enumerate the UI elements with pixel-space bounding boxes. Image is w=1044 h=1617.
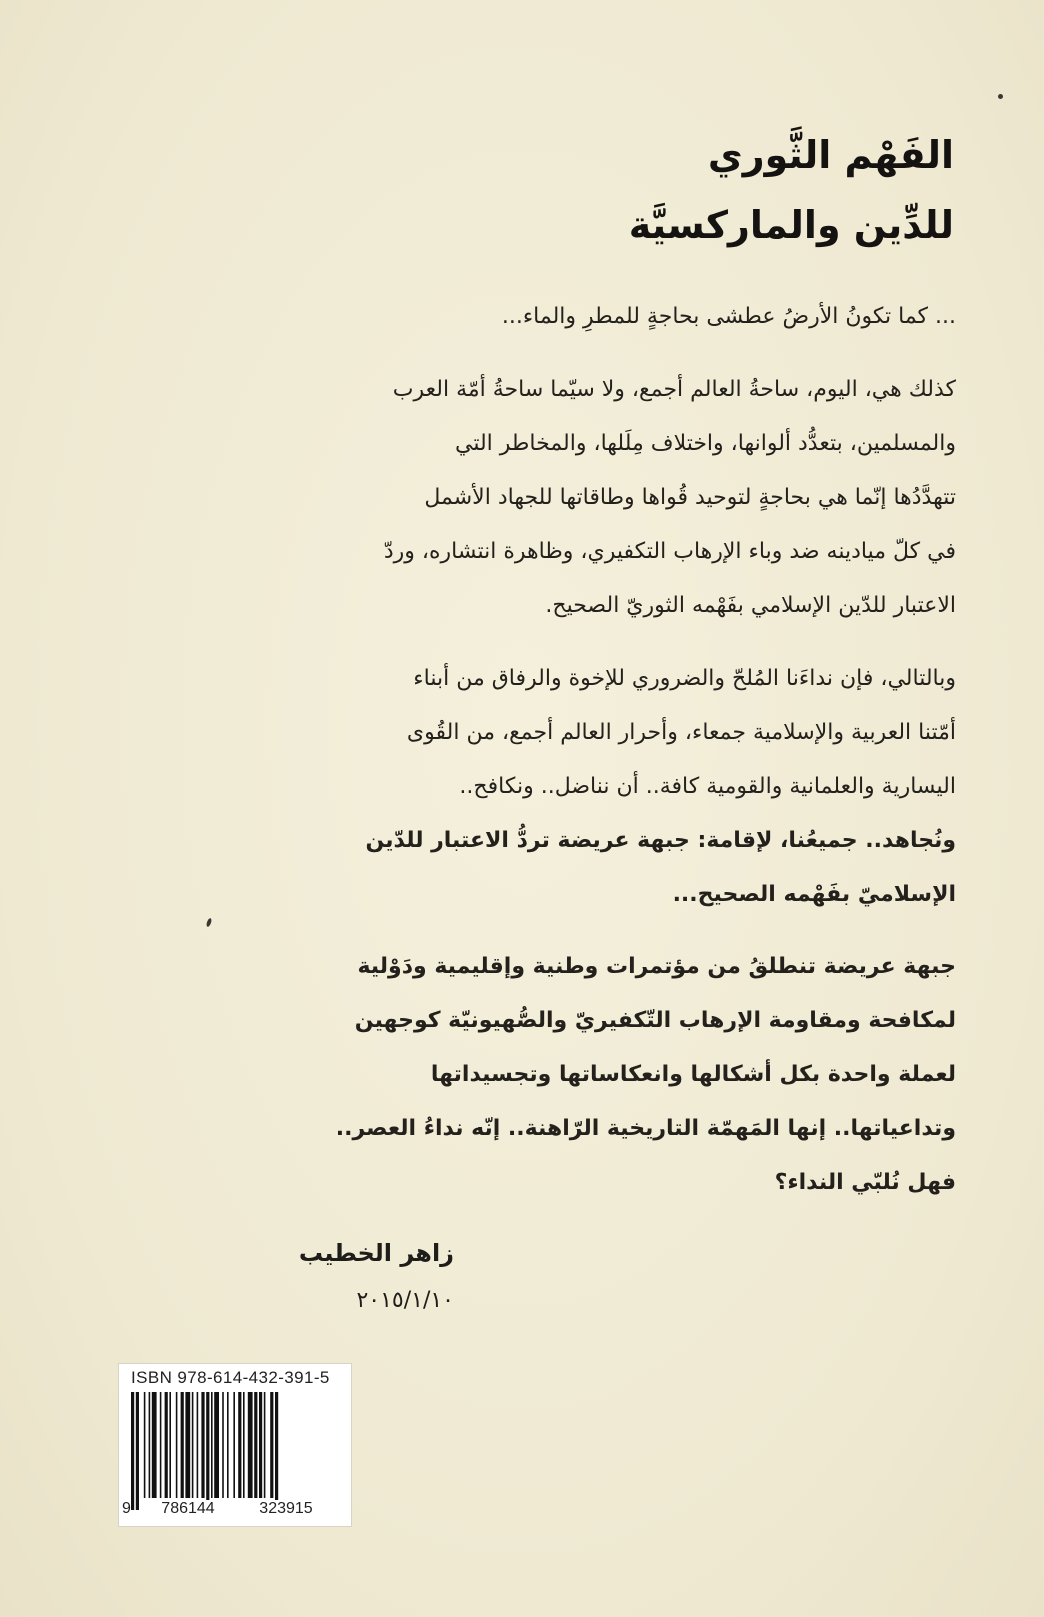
title-line-1: الفَهْم الثَّوري	[707, 133, 954, 177]
paragraph-line-bold: لعملة واحدة بكل أشكالها وانعكاساتها وتجسيداتها	[430, 1062, 956, 1087]
barcode-digit-lead: 9	[122, 1500, 131, 1517]
paragraph-line: تتهدَّدُها إنّما هي بحاجةٍ لتوحيد قُواها وطاقاتها للجهاد الأشمل	[424, 485, 956, 510]
title-line-2: للدِّين والماركسيَّة	[628, 203, 954, 247]
paragraph-line: الاعتبار للدّين الإسلامي بفَهْمه الثوريّ الصحيح.	[545, 593, 956, 618]
author-name: زاهر الخطيب	[298, 1239, 454, 1267]
paragraph-2	[88, 363, 956, 633]
paragraph-line: أمّتنا العربية والإسلامية جمعاء، وأحرار العالم أجمع، من القُوى	[406, 720, 956, 745]
paragraph-line-bold: الإسلاميّ بفَهْمه الصحيح...	[672, 882, 956, 907]
paragraph-line: في كلّ ميادينه ضد وباء الإرهاب التكفيري، وظاهرة انتشاره، وردّ	[383, 539, 956, 564]
paragraph-4	[88, 940, 956, 1210]
paragraph-line-bold: لمكافحة ومقاومة الإرهاب التّكفيريّ والصُّهيونيّة كوجهين	[354, 1008, 956, 1033]
paragraph-line: والمسلمين، بتعدُّد ألوانها، واختلاف مِلَلها، والمخاطر التي	[454, 431, 956, 456]
paragraph-line-bold: جبهة عريضة تنطلقُ من مؤتمرات وطنية وإقليمية ودَوْلية	[357, 954, 956, 979]
paragraph-line-bold: فهل نُلبّي النداء؟	[774, 1170, 956, 1195]
paragraph-line: ... كما تكونُ الأرضُ عطشى بحاجةٍ للمطرِ والماء...	[501, 304, 956, 329]
barcode-bars-icon	[129, 1392, 341, 1510]
paragraph-line: وبالتالي، فإن نداءَنا المُلحّ والضروري للإخوة والرفاق من أبناء	[413, 666, 956, 691]
isbn-label: ISBN 978-614-432-391-5	[131, 1368, 330, 1387]
barcode-digits-left: 786144	[145, 1500, 231, 1518]
signature-block	[299, 1225, 454, 1321]
paragraph-line: اليسارية والعلمانية والقومية كافة.. أن نناضل.. ونكافح..	[459, 774, 956, 799]
paragraph-line-bold: ونُجاهد.. جميعُنا، لإقامة: جبهة عريضة تردُّ الاعتبار للدّين	[365, 828, 956, 853]
title-block	[254, 120, 954, 260]
barcode-digits-right: 323915	[243, 1500, 329, 1518]
paragraph-intro	[88, 290, 956, 344]
isbn-barcode	[118, 1363, 352, 1527]
paragraph-line: كذلك هي، اليوم، ساحةُ العالم أجمع، ولا سيّما ساحةُ أمّة العرب	[392, 377, 956, 402]
paragraph-3	[88, 652, 956, 922]
signature-date: ٢٠١٥/١/١٠	[356, 1288, 454, 1313]
print-speck	[998, 94, 1003, 99]
paragraph-line-bold: وتداعياتها.. إنها المَهمّة التاريخية الرّاهنة.. إنّه نداءُ العصر..	[335, 1116, 956, 1141]
